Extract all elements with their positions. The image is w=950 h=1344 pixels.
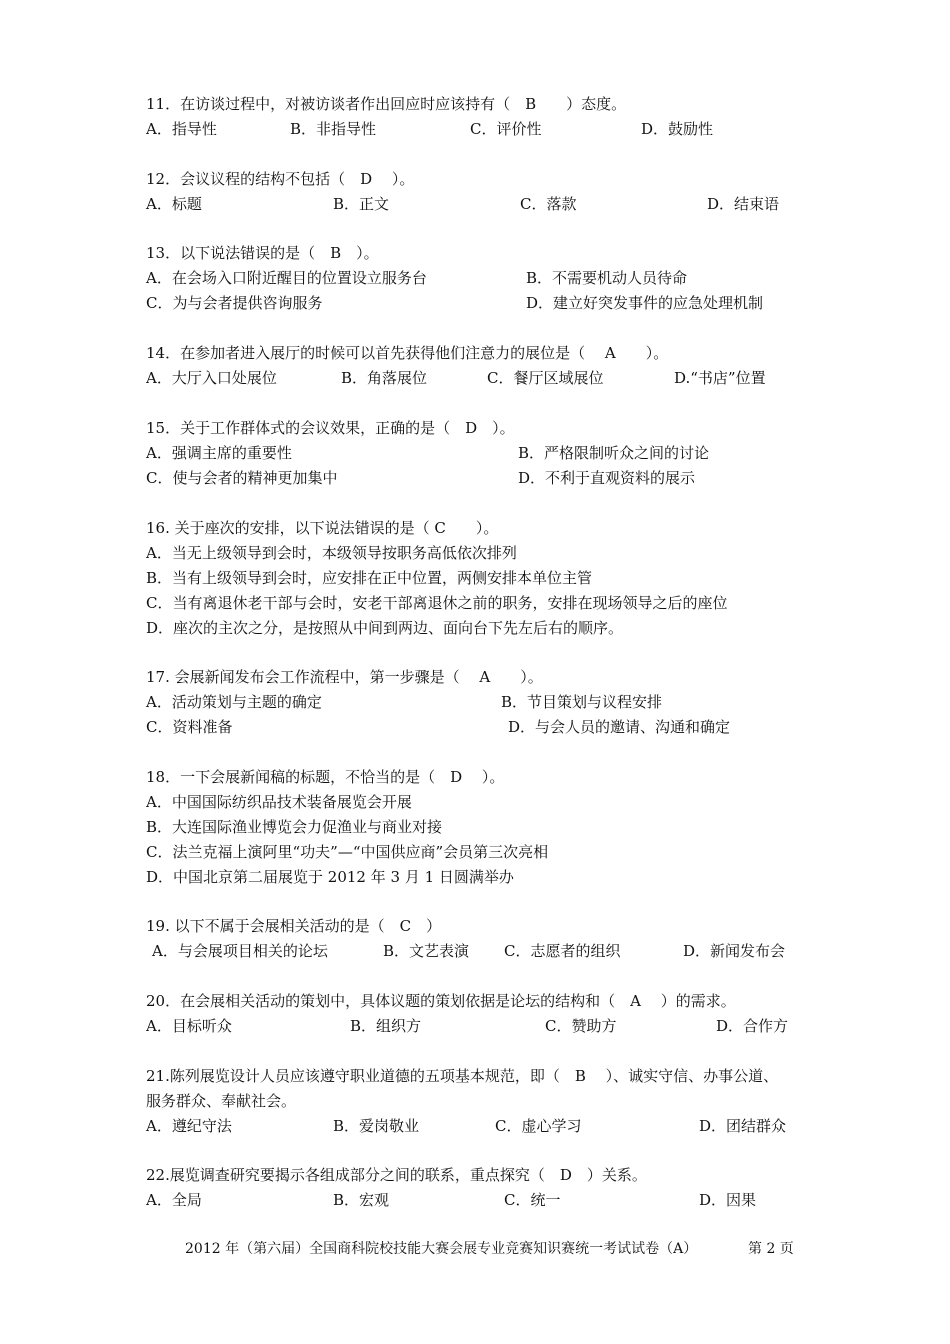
question-17-option-d: D．与会人员的邀请、沟通和确定 xyxy=(508,718,731,736)
page-number: 第 2 页 xyxy=(748,1241,794,1257)
question-22-option-d: D．因果 xyxy=(699,1191,757,1209)
question-12-option-d: D．结束语 xyxy=(707,195,780,213)
question-17-option-c: C．资料准备 xyxy=(146,718,233,736)
question-22-option-c: C．统一 xyxy=(504,1191,561,1209)
question-15-option-b: B．严格限制听众之间的讨论 xyxy=(518,444,710,462)
question-20-option-c: C．赞助方 xyxy=(545,1017,617,1035)
question-18-stem: 18．一下会展新闻稿的标题，不恰当的是（ D ）。 xyxy=(146,768,505,786)
question-21-option-d: D．团结群众 xyxy=(699,1117,787,1135)
question-16-option-a: A．当无上级领导到会时，本级领导按职务高低依次排列 xyxy=(146,544,517,562)
footer-title: 2012 年（第六届）全国商科院校技能大赛会展专业竞赛知识赛统一考试试卷（A） xyxy=(185,1241,698,1257)
question-21-option-c: C．虚心学习 xyxy=(495,1117,582,1135)
question-20-option-d: D．合作方 xyxy=(716,1017,789,1035)
question-14-option-b: B．角落展位 xyxy=(341,369,428,387)
question-18-option-a: A．中国国际纺织品技术装备展览会开展 xyxy=(146,793,412,811)
question-20-option-a: A．目标听众 xyxy=(146,1017,232,1035)
question-14-option-a: A．大厅入口处展位 xyxy=(146,369,277,387)
question-21-option-b: B．爱岗敬业 xyxy=(333,1117,420,1135)
question-11-option-a: A．指导性 xyxy=(146,120,217,138)
question-12-stem: 12．会议议程的结构不包括（ D ）。 xyxy=(146,170,415,188)
question-15-option-a: A．强调主席的重要性 xyxy=(146,444,292,462)
question-11-option-d: D．鼓励性 xyxy=(641,120,714,138)
question-21-stem: 21.陈列展览设计人员应该遵守职业道德的五项基本规范，即（ B ）、诚实守信、办事公道、 xyxy=(146,1067,779,1085)
question-14-option-c: C．餐厅区域展位 xyxy=(487,369,604,387)
question-17-option-b: B．节目策划与议程安排 xyxy=(501,693,663,711)
question-22-option-b: B．宏观 xyxy=(333,1191,390,1209)
question-13-option-b: B．不需要机动人员待命 xyxy=(526,269,688,287)
page-footer xyxy=(185,1239,794,1259)
question-20-stem: 20．在会展相关活动的策划中，具体议题的策划依据是论坛的结构和（ A ）的需求。 xyxy=(146,992,736,1010)
question-11-option-c: C．评价性 xyxy=(470,120,542,138)
question-17-stem: 17. 会展新闻发布会工作流程中，第一步骤是（ A ）。 xyxy=(146,668,543,686)
question-19-option-d: D．新闻发布会 xyxy=(683,942,786,960)
question-21-stem-continued: 服务群众、奉献社会。 xyxy=(146,1092,297,1110)
question-16-option-d: D．座次的主次之分，是按照从中间到两边、面向台下先左后右的顺序。 xyxy=(146,619,624,637)
question-12-option-b: B．正文 xyxy=(333,195,390,213)
question-18-option-d: D．中国北京第二届展览于 2012 年 3 月 1 日圆满举办 xyxy=(146,868,514,886)
question-13-stem: 13．以下说法错误的是（ B ）。 xyxy=(146,244,379,262)
question-13-option-c: C．为与会者提供咨询服务 xyxy=(146,294,323,312)
question-15-option-d: D．不利于直观资料的展示 xyxy=(518,469,696,487)
question-20-option-b: B．组织方 xyxy=(350,1017,422,1035)
question-19-option-c: C．志愿者的组织 xyxy=(504,942,621,960)
question-14-stem: 14．在参加者进入展厅的时候可以首先获得他们注意力的展位是（ A ）。 xyxy=(146,344,669,362)
question-16-option-c: C．当有离退休老干部与会时，安老干部离退休之前的职务，安排在现场领导之后的座位 xyxy=(146,594,728,612)
question-22-option-a: A．全局 xyxy=(146,1191,202,1209)
question-16-stem: 16. 关于座次的安排，以下说法错误的是（ C ）。 xyxy=(146,519,499,537)
question-22-stem: 22.展览调查研究要揭示各组成部分之间的联系，重点探究（ D ）关系。 xyxy=(146,1166,647,1184)
question-15-option-c: C．使与会者的精神更加集中 xyxy=(146,469,338,487)
question-17-option-a: A．活动策划与主题的确定 xyxy=(146,693,322,711)
question-15-stem: 15．关于工作群体式的会议效果，正确的是（ D ）。 xyxy=(146,419,515,437)
question-13-option-a: A．在会场入口附近醒目的位置设立服务台 xyxy=(146,269,427,287)
question-18-option-b: B．大连国际渔业博览会力促渔业与商业对接 xyxy=(146,818,443,836)
question-11-option-b: B．非指导性 xyxy=(290,120,377,138)
question-19-option-b: B．文艺表演 xyxy=(383,942,470,960)
question-16-option-b: B．当有上级领导到会时，应安排在正中位置，两侧安排本单位主管 xyxy=(146,569,593,587)
question-19-stem: 19. 以下不属于会展相关活动的是（ C ） xyxy=(146,917,442,935)
question-12-option-a: A．标题 xyxy=(146,195,202,213)
question-13-option-d: D．建立好突发事件的应急处理机制 xyxy=(526,294,764,312)
question-18-option-c: C．法兰克福上演阿里“功夫”—“中国供应商”会员第三次亮相 xyxy=(146,843,549,861)
question-21-option-a: A．遵纪守法 xyxy=(146,1117,232,1135)
question-19-option-a: A．与会展项目相关的论坛 xyxy=(152,942,328,960)
question-14-option-d: D.“书店”位置 xyxy=(674,369,766,387)
question-12-option-c: C．落款 xyxy=(520,195,577,213)
question-11-stem: 11．在访谈过程中，对被访谈者作出回应时应该持有（ B ）态度。 xyxy=(146,95,627,113)
